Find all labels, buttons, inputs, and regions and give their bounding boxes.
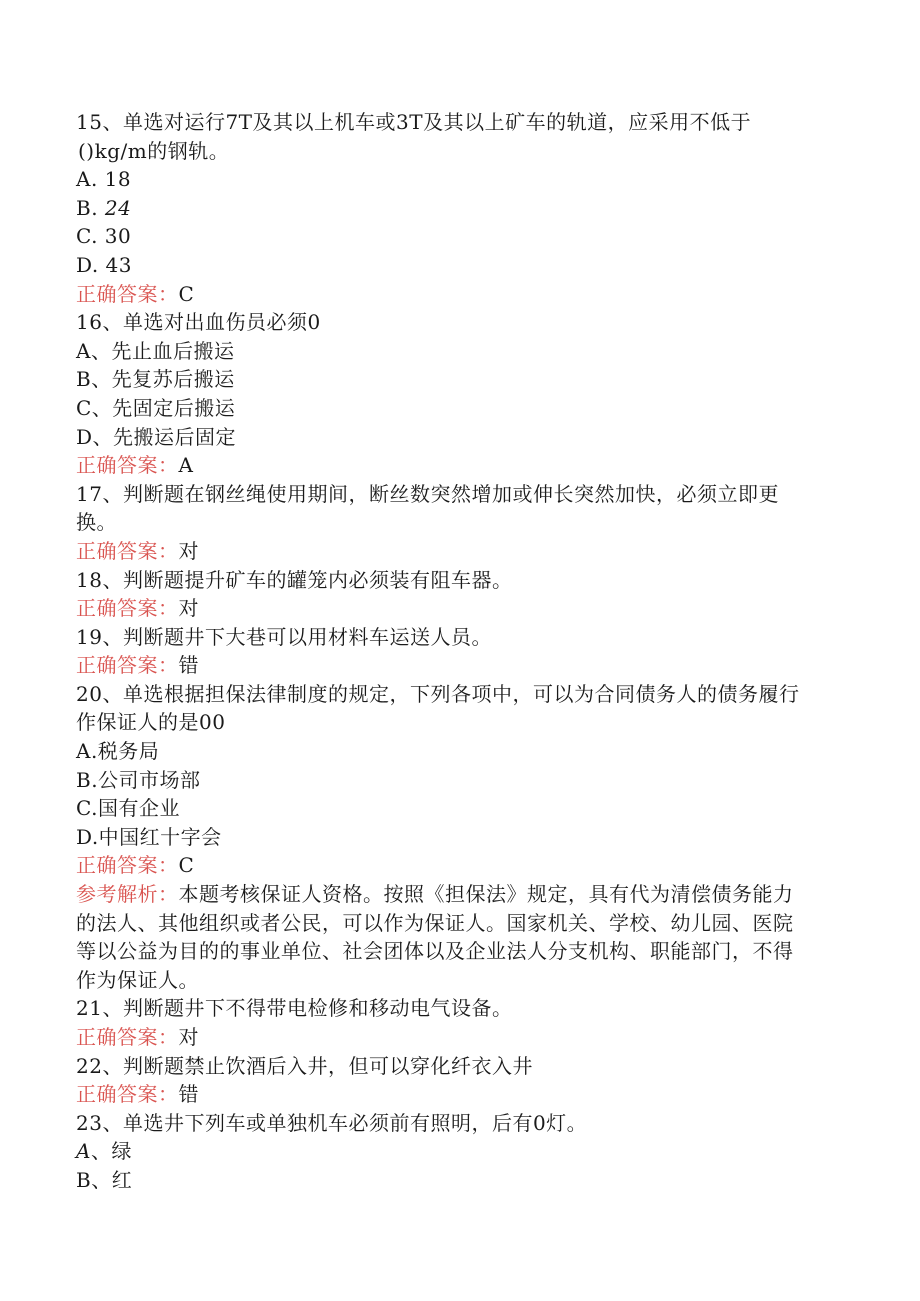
answer-value: 错	[178, 653, 199, 678]
answer-value: C	[178, 281, 195, 306]
question-16-stem: 16、单选对出血伤员必须0	[76, 310, 321, 335]
question-15-answer	[76, 280, 846, 309]
question-20-option-d: D.中国红十字会	[76, 824, 222, 849]
option-a-text: 、绿	[90, 1139, 132, 1164]
answer-value: 错	[178, 1082, 199, 1107]
answer-label: 正确答案：	[76, 1082, 179, 1107]
answer-value: 对	[178, 1025, 199, 1049]
question-20-analysis	[76, 880, 846, 909]
question-16-option-b: B、先复苏后搬运	[76, 367, 235, 392]
question-20-option-c: C.国有企业	[76, 796, 180, 821]
question-22-stem: 22、判断题禁止饮酒后入井，但可以穿化纤衣入井	[76, 1053, 533, 1078]
question-20-stem-cont: 作保证人的是00	[76, 710, 226, 735]
option-a-prefix: A	[76, 1139, 91, 1164]
question-21-stem: 21、判断题井下不得带电检修和移动电气设备。	[76, 996, 513, 1021]
question-15-stem-cont: ()kg/m的钢轨。	[78, 138, 230, 163]
question-19-stem: 19、判断题井下大巷可以用材料车运送人员。	[76, 624, 492, 649]
analysis-label: 参考解析：	[76, 882, 179, 907]
question-17-answer	[76, 537, 846, 566]
question-20-option-a: A.税务局	[76, 739, 160, 764]
question-15-option-b	[76, 194, 846, 223]
option-b-value: 24	[104, 195, 132, 220]
question-15-stem: 15、单选对运行7T及其以上机车或3T及其以上矿车的轨道，应采用不低于	[76, 110, 752, 134]
question-17-stem-cont: 换。	[76, 510, 117, 535]
option-b-prefix: B.	[76, 195, 105, 220]
question-17-stem: 17、判断题在钢丝绳使用期间，断丝数突然增加或伸长突然加快，必须立即更	[76, 481, 779, 506]
question-15-option-d: D. 43	[76, 252, 132, 277]
question-20-analysis-line-2: 的法人、其他组织或者公民，可以作为保证人。国家机关、学校、幼儿园、医院	[76, 910, 794, 935]
document-page	[76, 108, 846, 1195]
answer-label: 正确答案：	[76, 453, 179, 478]
answer-label: 正确答案：	[76, 281, 179, 306]
question-21-answer	[76, 1023, 846, 1052]
question-16-option-a: A、先止血后搬运	[76, 338, 235, 363]
answer-label: 正确答案：	[76, 853, 179, 878]
answer-value: A	[178, 453, 194, 478]
answer-value: C	[178, 853, 195, 878]
question-20-analysis-line-3: 等以公益为目的的事业单位、社会团体以及企业法人分支机构、职能部门，不得	[76, 939, 794, 964]
question-20-analysis-line-4: 作为保证人。	[76, 967, 199, 992]
question-16-option-c: C、先固定后搬运	[76, 395, 236, 420]
question-20-stem: 20、单选根据担保法律制度的规定，下列各项中，可以为合同债务人的债务履行	[76, 681, 800, 706]
question-16-option-d: D、先搬运后固定	[76, 424, 237, 449]
question-16-answer	[76, 451, 846, 480]
question-18-answer	[76, 594, 846, 623]
question-15-option-c: C. 30	[76, 224, 132, 249]
answer-label: 正确答案：	[76, 538, 179, 563]
question-18-stem: 18、判断题提升矿车的罐笼内必须装有阻车器。	[76, 567, 513, 592]
answer-label: 正确答案：	[76, 653, 179, 678]
question-15-option-a: A. 18	[76, 167, 132, 192]
answer-label: 正确答案：	[76, 596, 179, 621]
question-22-answer	[76, 1080, 846, 1109]
question-20-option-b: B.公司市场部	[76, 767, 201, 792]
analysis-text-1: 本题考核保证人资格。按照《担保法》规定，具有代为清偿债务能力	[178, 882, 794, 907]
question-23-option-a	[76, 1137, 846, 1166]
question-19-answer	[76, 651, 846, 680]
answer-value: 对	[178, 538, 199, 563]
answer-value: 对	[178, 596, 199, 621]
question-20-answer	[76, 851, 846, 880]
question-23-stem: 23、单选井下列车或单独机车必须前有照明，后有0灯。	[76, 1110, 588, 1135]
answer-label: 正确答案：	[76, 1025, 179, 1049]
question-23-option-b: B、红	[76, 1167, 133, 1192]
